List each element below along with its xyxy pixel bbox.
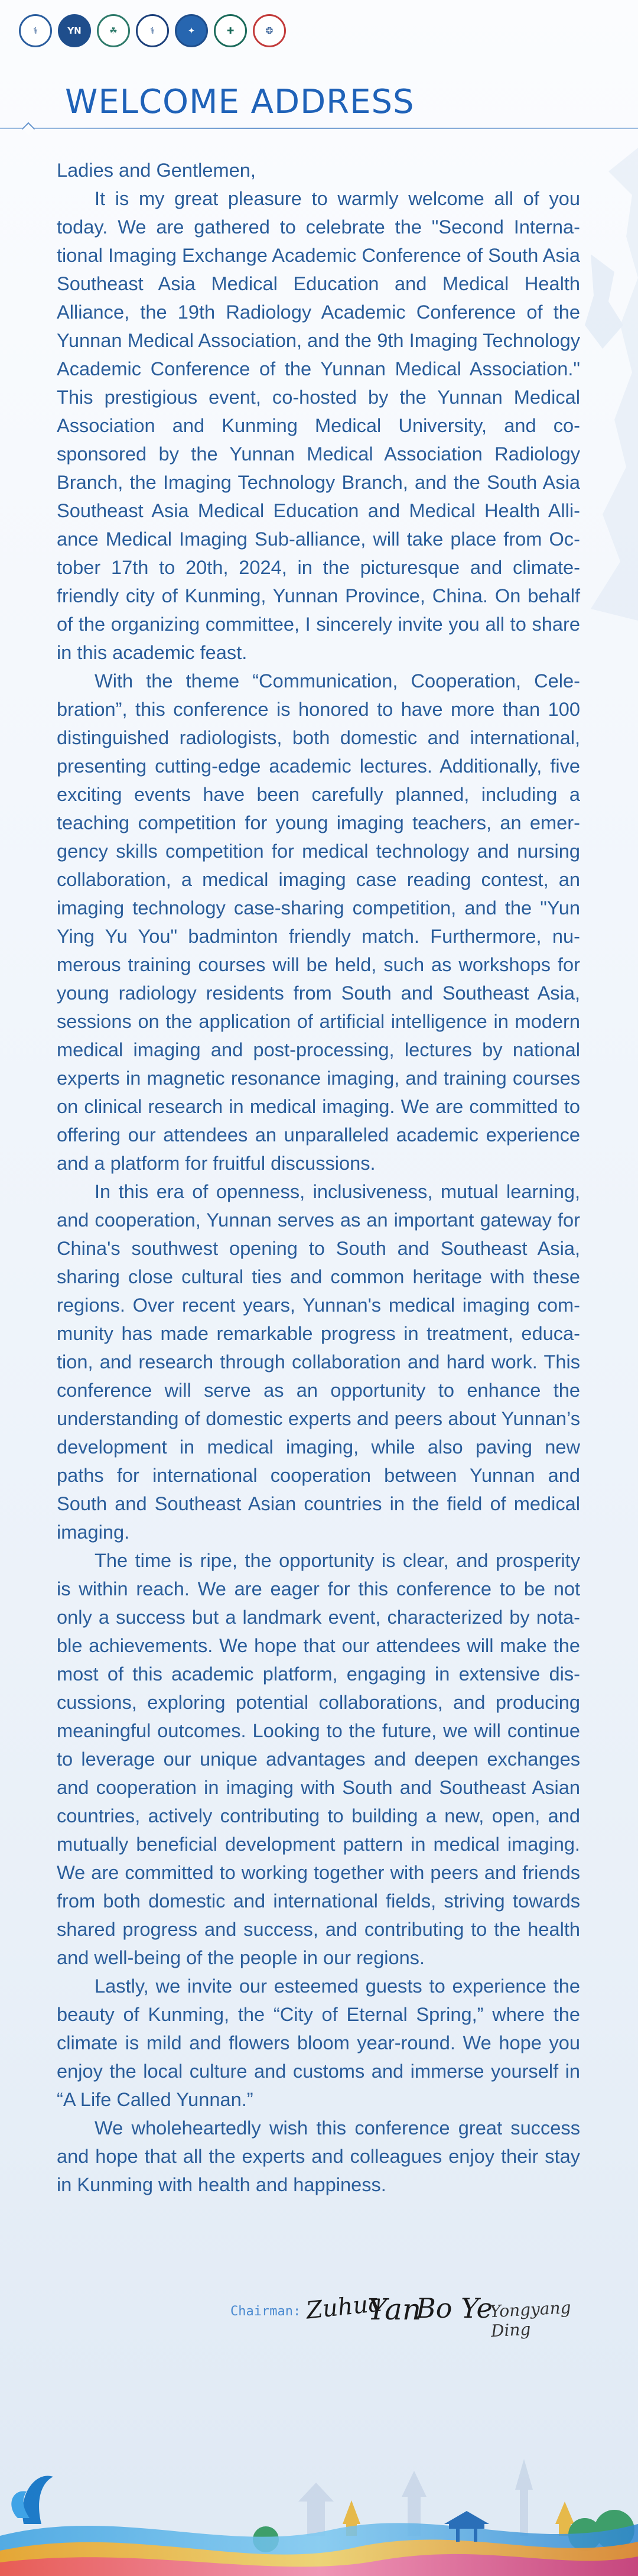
signature-block	[230, 2288, 585, 2341]
page-title: WELCOME ADDRESS	[65, 83, 415, 121]
signature-3: Bo Ye	[416, 2292, 493, 2324]
title-underline	[0, 128, 638, 129]
signature-label: Chairman:	[230, 2304, 301, 2319]
paragraph-6: We wholeheartedly wish this conference great success and hope that all the experts and colleagues enjoy their stay in Kunming with health and happiness.	[57, 2117, 580, 2195]
signature-4: Yongyang Ding	[489, 2298, 572, 2341]
association-emblem-5-icon: ✦	[175, 14, 208, 47]
title-tick-icon	[22, 122, 35, 136]
title-header	[0, 83, 638, 130]
paragraph-4: The time is ripe, the opportunity is clear, and prosperity is within reach. We are eager for this conference to be not only a success but a landmark event, characterized by notable achievements. We hope that our attendees will make the most of this academic platform, engaging in extensive discussions, exploring potential collaborations, and producing meaningful outcomes. Looking to the future, we will continue to leverage our unique advantages and deepen exchanges and cooperation in imaging with South and Southeast Asian countries, actively contributing to building a new, open, and mutually beneficial development pattern in medical imaging. We are committed to working together with peers and friends from both domestic and international fields, striving towards shared progress and success, and contributing to the health and well-being of the people in our regions.	[57, 1549, 580, 1968]
paragraph-1: It is my great pleasure to warmly welcome all of you today. We are gathered to celebrate the "Second International Imaging Exchange Academic Conference of South Asia Southeast Asia Medical Education and Medical Health Alliance, the 19th Radiology Academic Conference of the Yunnan Medical Association, and the 9th Imaging Technology Academic Conference of the Yunnan Medical Association." This prestigious event, co-hosted by the Yunnan Medical Association and Kunming Medical University, and co-sponsored by the Yunnan Medical Association Radiology Branch, the Imaging Technology Branch, and the South Asia Southeast Asia Medical Education and Medical Health Alliance Medical Imaging Sub-alliance, will take place from October 17th to 20th, 2024, in the picturesque and climate-friendly city of Kunming, Yunnan Province, China. On behalf of the organizing committee, I sincerely invite you all to share in this academic feast.	[57, 187, 580, 663]
signature-2: Yan	[367, 2292, 422, 2327]
kunming-landscape-illustration-icon	[0, 2435, 638, 2576]
association-emblem-2-icon: YN	[58, 14, 91, 47]
paragraph-2: With the theme “Communication, Cooperation, Celebration”, this conference is honored to have more than 100 distinguished radiologists, both domestic and international, presenting cutting-edge academic lectures. Additionally, five exciting events have been carefully planned, including a teaching competition for young imaging teachers, an emergency skills competition for medical technology and nursing collaboration, a medical imaging case reading contest, an imaging technology case-sharing competition, and the "Yun Ying Yu You" badminton friendly match. Furthermore, numerous training courses will be held, such as workshops for young radiology residents from South and Southeast Asia, sessions on the application of artificial intelligence in modern medical imaging and post-processing, lectures by national experts in magnetic resonance imaging, and training courses on clinical research in medical imaging. We are committed to offering our attendees an unparalleled academic experience and a platform for fruitful discussions.	[57, 670, 580, 1174]
paragraph-3: In this era of openness, inclusiveness, mutual learning, and cooperation, Yunnan serves as an important gateway for China's southwest opening to South and Southeast Asia, sharing close cultural ties and common heritage with these regions. Over recent years, Yunnan's medical imaging community has made remarkable progress in treatment, education, and research through collaboration and hard work. This conference will serve as an opportunity to enhance the understanding of domestic experts and peers about Yunnan’s development in medical imaging, while also paving new paths for international cooperation between Yunnan and South and Southeast Asian countries in the field of medical imaging.	[57, 1180, 580, 1543]
logo-row	[19, 14, 286, 47]
signature-1: Zuhua	[304, 2289, 383, 2325]
greeting: Ladies and Gentlemen,	[57, 159, 256, 181]
association-emblem-3-icon: ☘	[97, 14, 130, 47]
address-body	[57, 156, 580, 2199]
paragraph-5: Lastly, we invite our esteemed guests to experience the beauty of Kunming, the “City of Eternal Spring,” where the climate is mild and flowers bloom year-round. We hope you enjoy the local culture and customs and immerse yourself in “A Life Called Yunnan.”	[57, 1975, 580, 2110]
association-emblem-4-icon: ⚕	[136, 14, 169, 47]
association-emblem-6-icon: ✚	[214, 14, 247, 47]
association-emblem-7-icon: ❂	[253, 14, 286, 47]
association-emblem-1-icon: ⚕	[19, 14, 52, 47]
